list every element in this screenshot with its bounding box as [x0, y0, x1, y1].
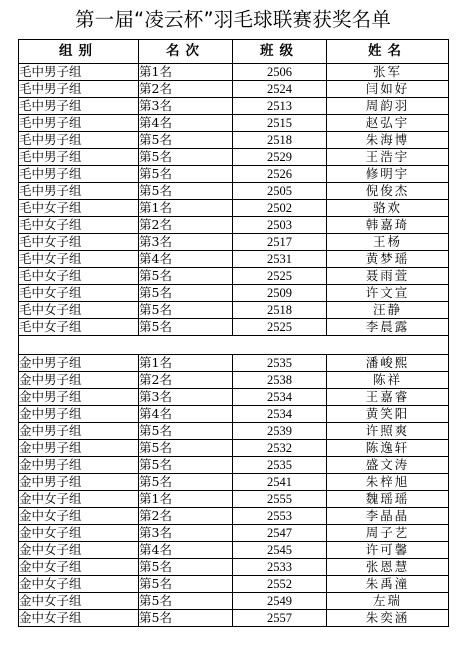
table-row [19, 440, 449, 457]
group-cell: 毛中女子组 [19, 251, 139, 268]
group-cell: 金中男子组 [19, 389, 139, 406]
table-row [19, 200, 449, 217]
rank-cell: 第3名 [139, 234, 233, 251]
rank-cell: 第5名 [139, 132, 233, 149]
table-row [19, 319, 449, 336]
name-cell: 聂雨萱 [327, 268, 449, 285]
class-cell: 2557 [233, 610, 327, 627]
rank-cell: 第1名 [139, 200, 233, 217]
group-cell: 金中女子组 [19, 508, 139, 525]
class-cell: 2515 [233, 115, 327, 132]
class-cell: 2524 [233, 81, 327, 98]
group-cell: 毛中男子组 [19, 183, 139, 200]
class-cell: 2534 [233, 406, 327, 423]
name-cell: 陈祥 [327, 372, 449, 389]
class-cell: 2539 [233, 423, 327, 440]
table-row [19, 234, 449, 251]
header-row [19, 40, 449, 64]
rank-cell: 第5名 [139, 166, 233, 183]
table-row [19, 64, 449, 81]
name-cell: 骆欢 [327, 200, 449, 217]
group-cell: 金中女子组 [19, 593, 139, 610]
rank-cell: 第5名 [139, 474, 233, 491]
class-cell: 2553 [233, 508, 327, 525]
class-cell: 2505 [233, 183, 327, 200]
table-row [19, 593, 449, 610]
name-cell: 潘峻熙 [327, 355, 449, 372]
group-cell: 毛中男子组 [19, 166, 139, 183]
group-cell: 毛中男子组 [19, 132, 139, 149]
table-row [19, 559, 449, 576]
class-cell: 2529 [233, 149, 327, 166]
name-cell: 许文宣 [327, 285, 449, 302]
group-cell: 毛中男子组 [19, 98, 139, 115]
class-cell: 2547 [233, 525, 327, 542]
class-cell: 2533 [233, 559, 327, 576]
table-row [19, 149, 449, 166]
document-title: 第一届“凌云杯”羽毛球联赛获奖名单 [74, 8, 392, 31]
rank-cell: 第5名 [139, 149, 233, 166]
class-cell: 2526 [233, 166, 327, 183]
name-cell: 王浩宇 [327, 149, 449, 166]
rank-cell: 第5名 [139, 285, 233, 302]
rank-cell: 第5名 [139, 183, 233, 200]
table-row [19, 457, 449, 474]
table-row [19, 285, 449, 302]
group-cell: 金中女子组 [19, 576, 139, 593]
name-cell: 黄笑阳 [327, 406, 449, 423]
group-cell: 毛中男子组 [19, 115, 139, 132]
name-cell: 许照爽 [327, 423, 449, 440]
rank-cell: 第5名 [139, 610, 233, 627]
table-row [19, 355, 449, 372]
class-cell: 2502 [233, 200, 327, 217]
group-cell: 金中男子组 [19, 474, 139, 491]
name-cell: 魏瑶瑶 [327, 491, 449, 508]
name-cell: 盛文涛 [327, 457, 449, 474]
rank-cell: 第4名 [139, 406, 233, 423]
name-cell: 朱海博 [327, 132, 449, 149]
name-cell: 朱奕涵 [327, 610, 449, 627]
award-table [18, 39, 449, 627]
rank-cell: 第1名 [139, 491, 233, 508]
table-row [19, 81, 449, 98]
group-cell: 金中女子组 [19, 542, 139, 559]
section-separator-row [19, 336, 449, 355]
table-row [19, 268, 449, 285]
class-cell: 2525 [233, 319, 327, 336]
class-cell: 2535 [233, 355, 327, 372]
class-cell: 2545 [233, 542, 327, 559]
group-cell: 毛中女子组 [19, 319, 139, 336]
header-group: 组别 [19, 40, 139, 64]
class-cell: 2535 [233, 457, 327, 474]
rank-cell: 第5名 [139, 593, 233, 610]
class-cell: 2549 [233, 593, 327, 610]
name-cell: 张军 [327, 64, 449, 81]
class-cell: 2538 [233, 372, 327, 389]
table-row [19, 576, 449, 593]
rank-cell: 第4名 [139, 115, 233, 132]
rank-cell: 第4名 [139, 542, 233, 559]
table-row [19, 251, 449, 268]
class-cell: 2509 [233, 285, 327, 302]
rank-cell: 第1名 [139, 355, 233, 372]
rank-cell: 第3名 [139, 525, 233, 542]
table-row [19, 98, 449, 115]
group-cell: 金中女子组 [19, 491, 139, 508]
name-cell: 张恩慧 [327, 559, 449, 576]
rank-cell: 第1名 [139, 64, 233, 81]
table-row [19, 115, 449, 132]
group-cell: 毛中女子组 [19, 234, 139, 251]
group-cell: 金中男子组 [19, 406, 139, 423]
group-cell: 金中女子组 [19, 525, 139, 542]
table-row [19, 491, 449, 508]
name-cell: 朱梓旭 [327, 474, 449, 491]
name-cell: 王嘉睿 [327, 389, 449, 406]
group-cell: 毛中女子组 [19, 217, 139, 234]
table-row [19, 423, 449, 440]
table-row [19, 183, 449, 200]
table-row [19, 406, 449, 423]
group-cell: 金中女子组 [19, 610, 139, 627]
class-cell: 2513 [233, 98, 327, 115]
section-separator-cell [19, 336, 449, 355]
table-row [19, 217, 449, 234]
name-cell: 陈逸轩 [327, 440, 449, 457]
class-cell: 2534 [233, 389, 327, 406]
name-cell: 周子艺 [327, 525, 449, 542]
rank-cell: 第5名 [139, 440, 233, 457]
class-cell: 2541 [233, 474, 327, 491]
name-cell: 黄梦瑶 [327, 251, 449, 268]
table-row [19, 166, 449, 183]
header-class: 班级 [233, 40, 327, 64]
table-row [19, 508, 449, 525]
class-cell: 2532 [233, 440, 327, 457]
class-cell: 2503 [233, 217, 327, 234]
table-row [19, 525, 449, 542]
name-cell: 闫如好 [327, 81, 449, 98]
class-cell: 2506 [233, 64, 327, 81]
group-cell: 金中男子组 [19, 355, 139, 372]
rank-cell: 第5名 [139, 576, 233, 593]
rank-cell: 第2名 [139, 217, 233, 234]
name-cell: 李晨露 [327, 319, 449, 336]
header-name: 姓名 [327, 40, 449, 64]
group-cell: 毛中男子组 [19, 81, 139, 98]
name-cell: 汪静 [327, 302, 449, 319]
table-row [19, 132, 449, 149]
name-cell: 朱禹潼 [327, 576, 449, 593]
group-cell: 毛中男子组 [19, 64, 139, 81]
class-cell: 2531 [233, 251, 327, 268]
name-cell: 韩嘉琦 [327, 217, 449, 234]
table-row [19, 610, 449, 627]
class-cell: 2555 [233, 491, 327, 508]
rank-cell: 第5名 [139, 319, 233, 336]
class-cell: 2525 [233, 268, 327, 285]
rank-cell: 第3名 [139, 98, 233, 115]
rank-cell: 第5名 [139, 423, 233, 440]
award-table-body [19, 64, 449, 627]
rank-cell: 第2名 [139, 81, 233, 98]
rank-cell: 第5名 [139, 302, 233, 319]
group-cell: 毛中男子组 [19, 149, 139, 166]
class-cell: 2518 [233, 132, 327, 149]
rank-cell: 第2名 [139, 372, 233, 389]
table-row [19, 372, 449, 389]
rank-cell: 第5名 [139, 268, 233, 285]
group-cell: 金中男子组 [19, 372, 139, 389]
rank-cell: 第4名 [139, 251, 233, 268]
group-cell: 毛中女子组 [19, 268, 139, 285]
group-cell: 毛中女子组 [19, 200, 139, 217]
class-cell: 2518 [233, 302, 327, 319]
group-cell: 金中女子组 [19, 559, 139, 576]
name-cell: 周韵羽 [327, 98, 449, 115]
class-cell: 2517 [233, 234, 327, 251]
name-cell: 李晶晶 [327, 508, 449, 525]
table-row [19, 474, 449, 491]
group-cell: 金中男子组 [19, 440, 139, 457]
group-cell: 金中男子组 [19, 423, 139, 440]
rank-cell: 第5名 [139, 457, 233, 474]
table-row [19, 389, 449, 406]
rank-cell: 第2名 [139, 508, 233, 525]
rank-cell: 第5名 [139, 559, 233, 576]
class-cell: 2552 [233, 576, 327, 593]
group-cell: 毛中女子组 [19, 302, 139, 319]
name-cell: 倪俊杰 [327, 183, 449, 200]
group-cell: 毛中女子组 [19, 285, 139, 302]
table-row [19, 542, 449, 559]
name-cell: 左瑞 [327, 593, 449, 610]
name-cell: 许可馨 [327, 542, 449, 559]
name-cell: 修明宇 [327, 166, 449, 183]
group-cell: 金中男子组 [19, 457, 139, 474]
rank-cell: 第3名 [139, 389, 233, 406]
table-row [19, 302, 449, 319]
header-rank: 名次 [139, 40, 233, 64]
name-cell: 赵弘宇 [327, 115, 449, 132]
name-cell: 王杨 [327, 234, 449, 251]
